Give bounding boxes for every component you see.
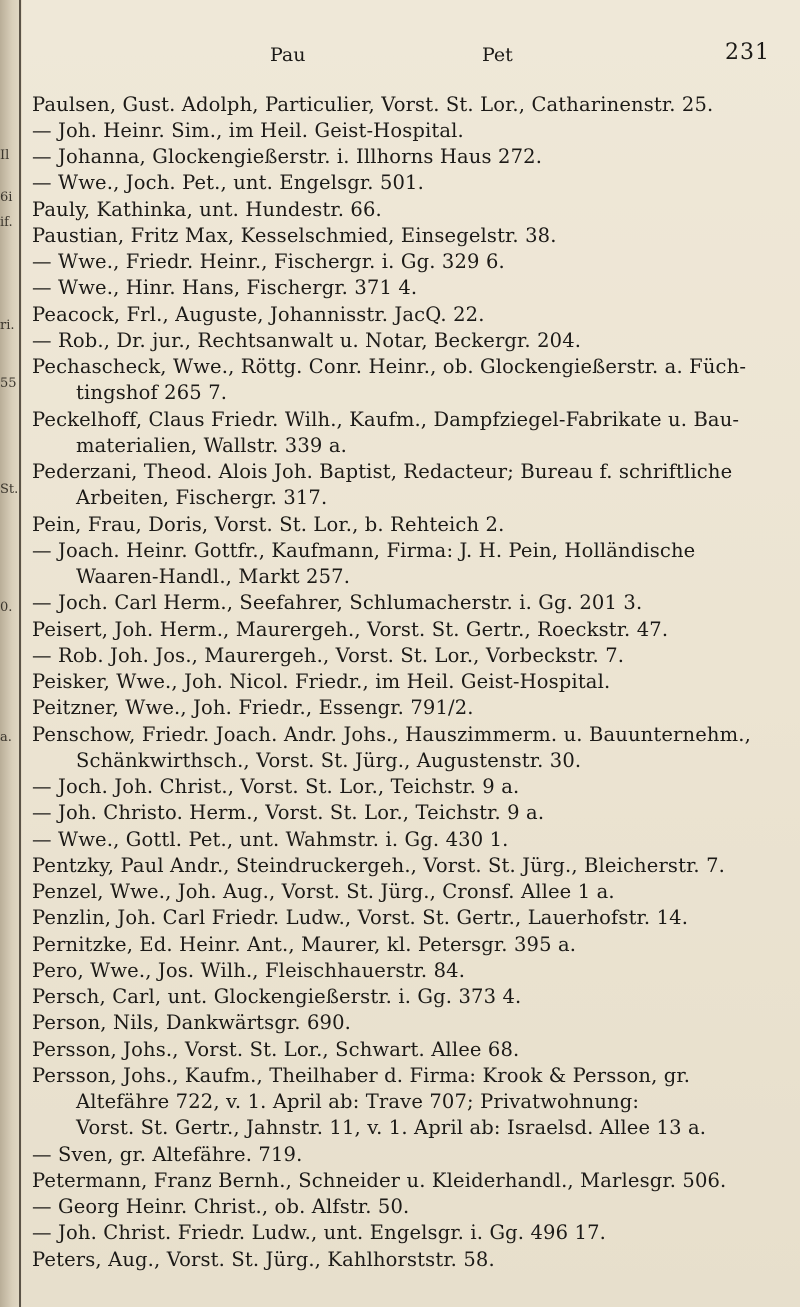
directory-entry: Pauly, Kathinka, unt. Hundestr. 66. — [32, 198, 382, 221]
directory-entry: — Joh. Christ. Friedr. Ludw., unt. Engelsgr. i. Gg. 496 17. — [32, 1221, 606, 1244]
directory-entry: Pentzky, Paul Andr., Steindruckergeh., Vorst. St. Jürg., Bleicherstr. 7. — [32, 854, 725, 877]
directory-page — [22, 0, 800, 1307]
directory-entry: — Joh. Heinr. Sim., im Heil. Geist-Hospital. — [32, 119, 464, 142]
directory-entry: Pederzani, Theod. Alois Joh. Baptist, Redacteur; Bureau f. schriftliche — [32, 460, 733, 483]
directory-entry: — Wwe., Gottl. Pet., unt. Wahmstr. i. Gg. 430 1. — [32, 828, 509, 851]
directory-entry: Penzlin, Joh. Carl Friedr. Ludw., Vorst. St. Gertr., Lauerhofstr. 14. — [32, 906, 689, 929]
directory-entry: Pein, Frau, Doris, Vorst. St. Lor., b. Rehteich 2. — [32, 513, 505, 536]
directory-entry: Peckelhoff, Claus Friedr. Wilh., Kaufm., Dampfziegel-Fabrikate u. Bau- — [32, 408, 740, 431]
directory-entry: Petermann, Franz Bernh., Schneider u. Kleiderhandl., Marlesgr. 506. — [32, 1169, 727, 1192]
header-range-end: Pet — [482, 44, 513, 66]
directory-entry-continuation: Waaren-Handl., Markt 257. — [76, 565, 351, 588]
directory-entry: — Joh. Christo. Herm., Vorst. St. Lor., Teichstr. 9 a. — [32, 801, 545, 824]
directory-entry-continuation: Altefähre 722, v. 1. April ab: Trave 707; Privatwohnung: — [76, 1090, 640, 1113]
directory-entry-continuation: Vorst. St. Gertr., Jahnstr. 11, v. 1. April ab: Israelsd. Allee 13 a. — [76, 1116, 707, 1139]
directory-entry: — Wwe., Friedr. Heinr., Fischergr. i. Gg. 329 6. — [32, 250, 505, 273]
directory-entry: — Sven, gr. Altefähre. 719. — [32, 1143, 303, 1166]
directory-entry: Pechascheck, Wwe., Röttg. Conr. Heinr., ob. Glockengießerstr. a. Füch- — [32, 355, 747, 378]
directory-entry: Peters, Aug., Vorst. St. Jürg., Kahlhorststr. 58. — [32, 1248, 495, 1271]
margin-fragment: if. — [0, 215, 13, 230]
binding-gutter — [0, 0, 22, 1307]
directory-entry: — Wwe., Hinr. Hans, Fischergr. 371 4. — [32, 276, 418, 299]
binding-edge — [19, 0, 21, 1307]
directory-entry: Paulsen, Gust. Adolph, Particulier, Vorst. St. Lor., Catharinenstr. 25. — [32, 93, 714, 116]
margin-fragment: 6i — [0, 190, 13, 205]
header-range-start: Pau — [270, 44, 306, 66]
directory-entry: — Joch. Carl Herm., Seefahrer, Schlumacherstr. i. Gg. 201 3. — [32, 591, 643, 614]
margin-fragment: 55 — [0, 376, 17, 391]
directory-entry: — Joach. Heinr. Gottfr., Kaufmann, Firma: J. H. Pein, Holländische — [32, 539, 696, 562]
directory-entry: Pernitzke, Ed. Heinr. Ant., Maurer, kl. Petersgr. 395 a. — [32, 933, 577, 956]
directory-entry: Persson, Johs., Vorst. St. Lor., Schwart. Allee 68. — [32, 1038, 520, 1061]
directory-entry: Persch, Carl, unt. Glockengießerstr. i. Gg. 373 4. — [32, 985, 522, 1008]
directory-entry: — Wwe., Joch. Pet., unt. Engelsgr. 501. — [32, 171, 424, 194]
directory-entry-continuation: Arbeiten, Fischergr. 317. — [76, 486, 328, 509]
directory-entry: Paustian, Fritz Max, Kesselschmied, Einsegelstr. 38. — [32, 224, 557, 247]
directory-entry: Peitzner, Wwe., Joh. Friedr., Essengr. 791/2. — [32, 696, 474, 719]
directory-entry: — Johanna, Glockengießerstr. i. Illhorns Haus 272. — [32, 145, 543, 168]
margin-fragment: ri. — [0, 318, 15, 333]
margin-fragment: a. — [0, 730, 12, 745]
margin-fragment: Il — [0, 148, 10, 163]
directory-entry: Peacock, Frl., Auguste, Johannisstr. JacQ. 22. — [32, 303, 485, 326]
directory-entry: Penschow, Friedr. Joach. Andr. Johs., Hauszimmerm. u. Bauunternehm., — [32, 723, 751, 746]
directory-entry: Peisert, Joh. Herm., Maurergeh., Vorst. St. Gertr., Roeckstr. 47. — [32, 618, 669, 641]
directory-entry: Peisker, Wwe., Joh. Nicol. Friedr., im Heil. Geist-Hospital. — [32, 670, 611, 693]
directory-entry-continuation: Schänkwirthsch., Vorst. St. Jürg., Augustenstr. 30. — [76, 749, 582, 772]
directory-entry-continuation: materialien, Wallstr. 339 a. — [76, 434, 347, 457]
directory-entry: — Rob., Dr. jur., Rechtsanwalt u. Notar, Beckergr. 204. — [32, 329, 582, 352]
margin-fragment: St. — [0, 482, 19, 497]
directory-entry: Person, Nils, Dankwärtsgr. 690. — [32, 1011, 351, 1034]
running-header — [22, 36, 800, 72]
directory-entry: — Joch. Joh. Christ., Vorst. St. Lor., Teichstr. 9 a. — [32, 775, 520, 798]
margin-fragment: 0. — [0, 600, 13, 615]
page-number: 231 — [725, 40, 770, 65]
directory-entry-continuation: tingshof 265 7. — [76, 381, 228, 404]
directory-entry: — Rob. Joh. Jos., Maurergeh., Vorst. St. Lor., Vorbeckstr. 7. — [32, 644, 625, 667]
directory-entry: — Georg Heinr. Christ., ob. Alfstr. 50. — [32, 1195, 410, 1218]
directory-entry: Penzel, Wwe., Joh. Aug., Vorst. St. Jürg., Cronsf. Allee 1 a. — [32, 880, 615, 903]
directory-entry: Persson, Johs., Kaufm., Theilhaber d. Firma: Krook & Persson, gr. — [32, 1064, 691, 1087]
directory-entry: Pero, Wwe., Jos. Wilh., Fleischhauerstr. 84. — [32, 959, 466, 982]
